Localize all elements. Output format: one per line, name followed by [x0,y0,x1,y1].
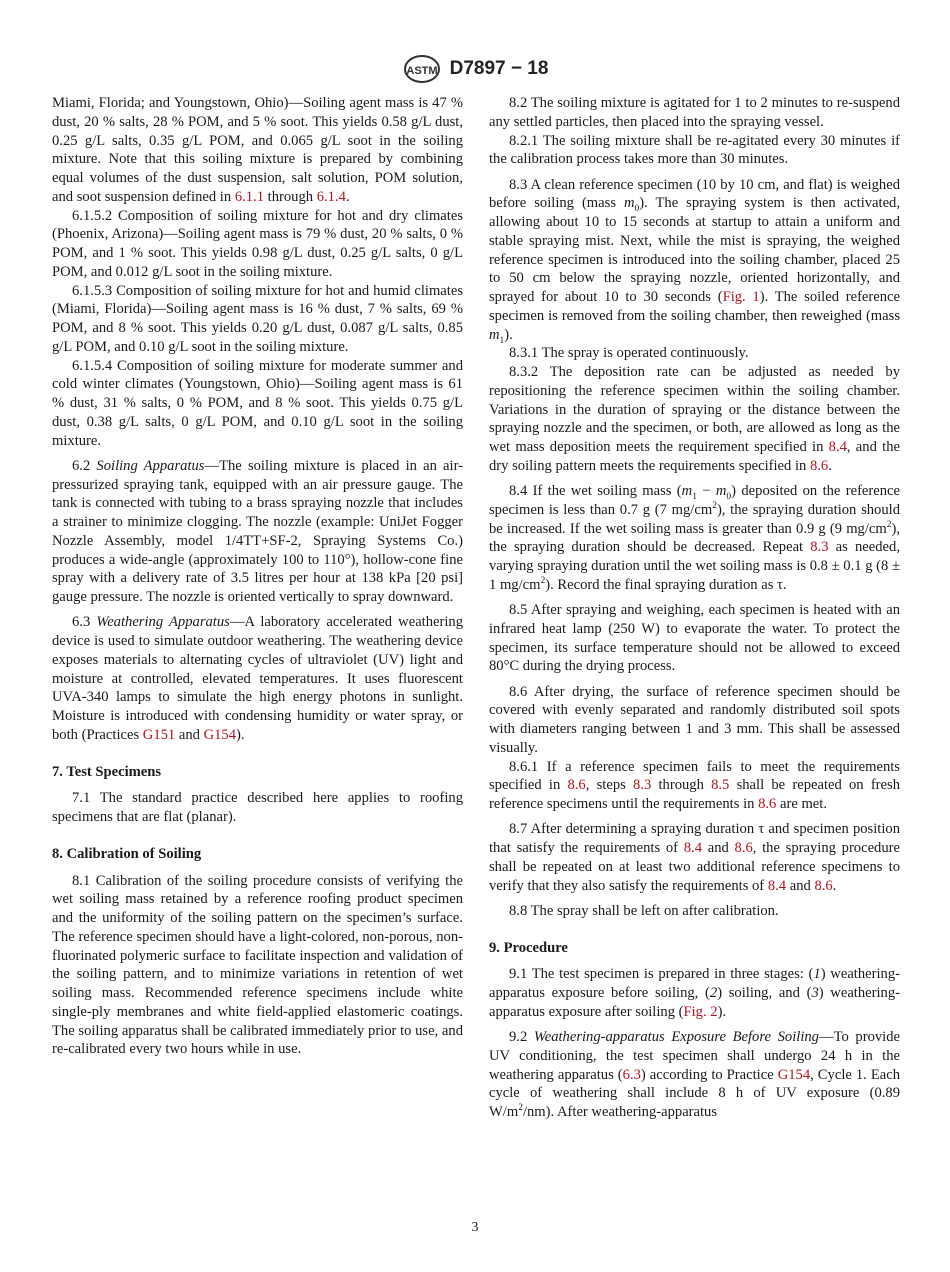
text-run: Miami, Florida; and Youngstown, Ohio)—Soiling agent mass is 47 % dust, 20 % salts, 28 % POM, and 5 % soot. This yields 0.58 g/L dust, 0.25 g/L salts, 0.35 g/L POM, and 0.065 g/L soot in the soiling mixture. Note that this soiling mixture is prepared by combining equal volumes of the dust suspension, salt solution, POM solution, and soot suspension defined in [52,95,463,205]
text-run: /nm). After weathering-apparatus [522,1104,718,1120]
paragraph [489,482,900,595]
paragraph [489,601,900,676]
text-run: 8.6.1 If a reference specimen fails to meet the requirements specified in [489,758,900,794]
text-run: 2 [709,985,718,1001]
page-header [0,54,950,84]
section-heading [52,845,463,864]
text-run: , Cycle 1. Each cycle of weathering shall include 8 h of UV exposure (0.89 W/m [489,1066,900,1120]
text-run: —To provide UV conditioning, the test specimen shall undergo 24 h in the weathering apparatus ( [489,1029,900,1083]
text-run: − [696,483,716,499]
text-run: 8.3 A clean reference specimen (10 by 10 cm, and flat) is weighed before soiling (mass [489,176,900,212]
text-run: 2 [518,1103,523,1114]
cross-reference-link[interactable]: Fig. 2 [683,1003,718,1020]
text-run: . [345,188,350,205]
paragraph [489,758,900,814]
cross-reference-link[interactable]: 8.6 [734,840,753,856]
paragraph [52,94,463,207]
cross-reference-link[interactable]: G154 [777,1066,811,1083]
cross-reference-link[interactable]: Fig. 1 [722,289,760,305]
right-column [489,94,900,1122]
cross-reference-link[interactable]: 6.1.1 [234,188,264,205]
text-run: 9.2 [509,1029,534,1045]
section-heading [52,763,463,782]
paragraph [489,1028,900,1122]
text-run: 7.1 The standard practice described here applies to roofing specimens that are flat (planar). [52,790,463,825]
cross-reference-link[interactable]: 8.6 [809,457,829,474]
paragraph [52,282,463,357]
text-run: 8.3.2 The deposition rate can be adjusted as needed by repositioning the reference specimen within the soiling chamber. Variations in the duration of spraying or the distance between the spraying nozzle and the specimen, or both, are allowed as long as the wet mass deposition meets the requirement specified in [489,364,900,455]
text-run: 6.1.5.4 Composition of soiling mixture for moderate summer and cold winter climates (Youngstown, Ohio)—Soiling agent mass is 61 % dust, 31 % salts, 0 % POM, and 8 % soot. This yields 0.75 g/L dust, 0.38 g/L salts, 0 g/L POM, and 0.10 g/L soot in the soiling mixture. [52,357,463,449]
text-run: 3 [811,985,819,1001]
text-run: 0 [726,491,732,502]
text-run: m [489,326,500,343]
paragraph [489,176,900,345]
paragraph [52,457,463,607]
cross-reference-link[interactable]: 8.3 [810,539,829,556]
text-run: ), the spraying duration should be decreased. Repeat [489,520,900,556]
text-run: ). The spraying system is then activated, allowing about 10 to 15 seconds at startup to attain a uniform and stable spraying mist. Next, while the mist is spraying, the weighed reference specimen is introduced into the soiling chamber, placed 25 to 50 cm below the spraying nozzle, oriented horizontally, and sprayed for about 10 to 30 seconds ( [489,195,900,305]
text-run: 2 [886,519,892,530]
paragraph [489,344,900,363]
text-run: Weathering-apparatus Exposure Before Soiling [533,1029,819,1045]
cross-reference-link[interactable]: G151 [142,726,176,743]
text-run: ) soiling, and ( [717,985,812,1001]
text-run: ) weathering-apparatus exposure after soiling ( [489,985,900,1020]
cross-reference-link[interactable]: G154 [203,726,237,743]
text-run: Soiling Apparatus [96,457,205,474]
text-run: as needed, varying spraying duration until the wet soiling mass is 0.8 ± 0.1 g (8 ± 1 mg/cm [489,539,900,593]
paragraph [489,363,900,476]
text-run: are met. [776,796,827,812]
text-run: 8.8 The spray shall be left on after calibration. [509,902,779,919]
cross-reference-link[interactable]: 8.3 [633,777,652,794]
text-run: 0 [634,204,640,215]
text-run: Weathering Apparatus [96,614,230,631]
text-run: 7. Test Specimens [52,763,162,780]
text-run: 8.4 If the wet soiling mass ( [509,483,682,499]
cross-reference-link[interactable]: 8.6 [814,877,833,894]
cross-reference-link[interactable]: 8.4 [767,877,787,894]
text-run: 2 [712,500,717,511]
paragraph [489,94,900,132]
text-run: m [715,483,727,499]
page-number: 3 [471,1220,479,1235]
astm-logo-icon [402,54,442,84]
section-heading [489,939,900,958]
cross-reference-link[interactable]: 8.6 [567,777,586,794]
text-run: 6.1.5.3 Composition of soiling mixture for hot and humid climates (Miami, Florida)—Soiling agent mass is 16 % dust, 7 % salts, 69 % POM, and 8 % soot. This yields 0.20 g/L dust, 0.087 g/L salts, 0.85 g/L POM, and 0.10 g/L soot in the soiling mixture. [52,282,463,355]
text-run: 2 [540,575,546,586]
text-run: 8.3.1 The spray is operated continuously. [509,345,749,362]
paragraph [52,613,463,744]
text-run: ). The soiled reference specimen is removed from the soiling chamber, then reweighed (mass [489,289,900,324]
text-run: 8. Calibration of Soiling [52,845,202,862]
cross-reference-link[interactable]: 8.5 [711,777,730,794]
text-run: ). [504,326,513,343]
text-run: , and the dry soiling pattern meets the requirements specified in [489,439,900,474]
paragraph [489,132,900,170]
text-run: m [623,195,635,212]
text-run: 8.7 After determining a spraying duration τ and specimen position that satisfy the requirements of [489,821,900,856]
text-run: 8.6 After drying, the surface of reference specimen should be covered with evenly separated and randomly distributed soil spots with diameters ranging between 1 and 3 mm. This shall be assessed visually. [489,683,900,756]
text-run: 1 [813,966,821,983]
text-run: and [175,726,204,743]
cross-reference-link[interactable]: 6.1.4 [316,188,346,205]
text-run: and [786,877,815,894]
paragraph [489,820,900,895]
text-run: —A laboratory accelerated weathering device is used to simulate outdoor weathering. The weathering device exposes materials to alternating cycles of ultraviolet (UV) light and moisture at controlled, elevated temperatures. It uses fluorescent UVA-340 lamps to simulate the high energy photons in sunlight. Moisture is introduced with condensing humidity or water spray, or both (Practices [52,614,464,743]
paragraph [489,683,900,758]
text-run: through [651,777,712,794]
text-run: 6.3 [72,614,97,631]
text-run: ), the spraying duration should be increased. If the wet soiling mass is greater than 0.9 g (9 mg/cm [489,501,900,537]
text-run: —The soiling mixture is placed in an air-pressurized spraying tank, equipped with an air pressure gauge. The tank is connected with tubing to a brass spraying nozzle that includes a strainer to minimize clogging. The nozzle (example: UniJet Fogger Nozzle Assembly, model 1/4TT+SF-2, Spraying Systems Co.) produces a wide-angle (approximately 100 to 110°), hollow-cone fine spray with a delivery rate of 3.5 litres per hour at 138 kPa [20 psi] gauge pressure. The nozzle is oriented vertically to spray downward. [52,457,463,605]
text-run: 6.2 [72,457,97,474]
cross-reference-link[interactable]: 8.6 [758,796,777,812]
document-id: D7897 − 18 [449,58,549,79]
text-run: m [681,483,693,499]
text-run: 8.1 Calibration of the soiling procedure consists of verifying the wet soiling mass retained by a reference roofing product specimen and the uniformity of the soiling pattern on the specimen’s surface. The reference specimen should have a light-colored, non-porous, non-fluorinated polymeric surface to facilitate inspection and validation of the soiling pattern, and to minimize variations in retention of wet soiling mass. Recommended reference specimens include white single-ply membranes and white field-applied elastomeric coatings. The soiling apparatus shall be calibrated immediately prior to use, and re-calibrated every two hours while in use. [52,872,463,1058]
text-run: 9. Procedure [489,939,568,956]
text-run: ). Record the final spraying duration as τ. [545,576,787,593]
svg-text:ASTM: ASTM [406,65,438,77]
paragraph [52,789,463,827]
text-run: ) weathering-apparatus exposure before soiling, ( [489,966,900,1001]
text-run: 6.1.5.2 Composition of soiling mixture for hot and dry climates (Phoenix, Arizona)—Soiling agent mass is 79 % dust, 20 % salts, 0 % POM, and 1 % soot. This yields 0.98 g/L dust, 0.25 g/L salts, 0 g/L POM, and 0.012 g/L soot in the soiling mixture. [52,207,463,280]
paragraph [489,965,900,1021]
paragraph [52,357,463,451]
paragraph [52,872,463,1060]
cross-reference-link[interactable]: 8.4 [828,439,847,455]
text-run: shall be repeated on fresh reference specimens until the requirements in [489,777,900,812]
cross-reference-link[interactable]: 8.4 [683,840,702,856]
text-run: . [832,877,837,894]
text-run: , steps [585,777,634,794]
paragraph [489,902,900,921]
text-run: 8.2.1 The soiling mixture shall be re-agitated every 30 minutes if the calibration process takes more than 30 minutes. [489,132,900,168]
text-run: 9.1 The test specimen is prepared in three stages: ( [509,966,814,983]
text-run: and [702,840,735,856]
text-run: . [828,457,832,474]
text-run: ). [236,726,245,743]
text-run: 8.2 The soiling mixture is agitated for 1 to 2 minutes to re-suspend any settled particles, then placed into the spraying vessel. [489,95,900,130]
text-run: 8.5 After spraying and weighing, each specimen is heated with an infrared heat lamp (250 W) to evaporate the water. To protect the specimen, its surface temperature should not be allowed to exceed 80°C during the drying process. [489,602,900,675]
text-run: through [264,188,317,205]
paragraph [52,207,463,282]
text-run: , the spraying procedure shall be repeated on at least two additional reference specimens to verify that they also satisfy the requirements of [489,840,900,894]
left-column [52,94,463,1059]
cross-reference-link[interactable]: 6.3 [622,1066,641,1083]
text-run: 1 [499,335,505,346]
text-run: ) deposited on the reference specimen is less than 0.7 g (7 mg/cm [489,483,900,518]
text-run: 1 [692,491,697,502]
text-run: ). [717,1003,727,1020]
text-run: ) according to Practice [640,1066,778,1083]
